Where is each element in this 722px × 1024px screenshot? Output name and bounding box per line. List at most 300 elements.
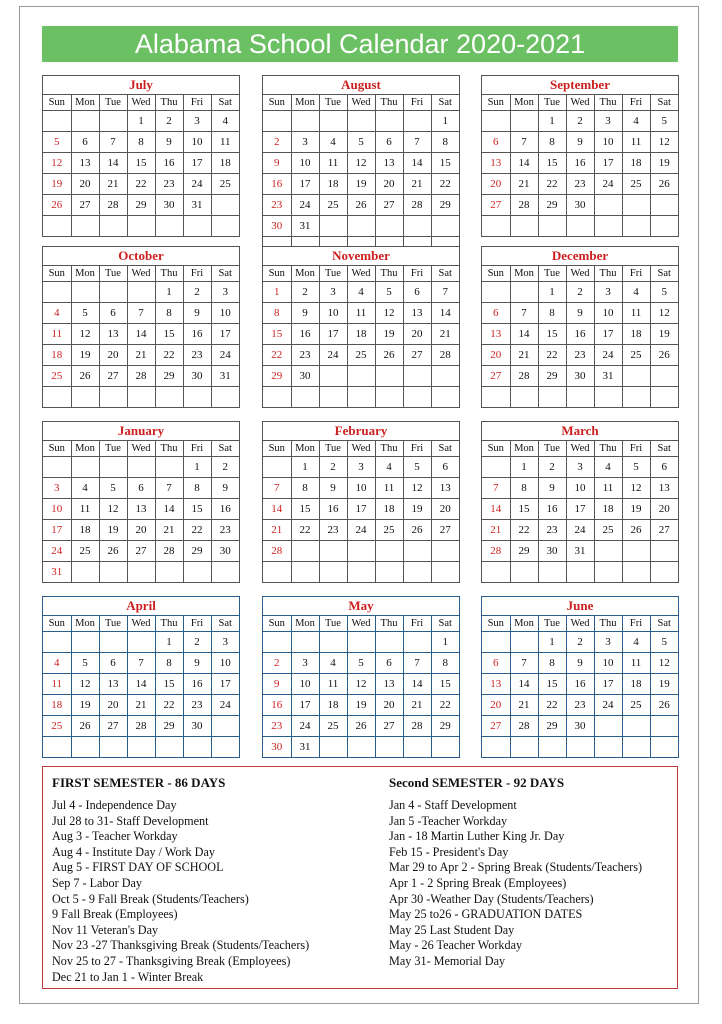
day-cell: 22: [538, 174, 566, 195]
day-cell: 9: [211, 478, 239, 499]
weekday-header: Tue: [538, 95, 566, 111]
day-cell: 21: [482, 520, 510, 541]
day-cell: 28: [482, 541, 510, 562]
day-cell: 10: [594, 653, 622, 674]
empty-cell: [594, 562, 622, 583]
empty-cell: [622, 541, 650, 562]
day-cell: 4: [319, 132, 347, 153]
empty-cell: [594, 716, 622, 737]
day-cell: 20: [375, 174, 403, 195]
day-cell: 19: [650, 324, 678, 345]
day-cell: 14: [127, 324, 155, 345]
empty-cell: [403, 387, 431, 408]
weekday-header: Sun: [43, 616, 71, 632]
weekday-header: Tue: [99, 441, 127, 457]
empty-cell: [347, 387, 375, 408]
day-cell: 17: [183, 153, 211, 174]
day-cell: 5: [43, 132, 71, 153]
empty-cell: [263, 387, 291, 408]
empty-cell: [71, 387, 99, 408]
day-cell: 13: [71, 153, 99, 174]
day-cell: 8: [263, 303, 291, 324]
weekday-header: Fri: [622, 616, 650, 632]
empty-cell: [510, 111, 538, 132]
first-semester: [52, 775, 309, 985]
empty-cell: [127, 457, 155, 478]
weekday-header: Sun: [263, 266, 291, 282]
weekday-header: Mon: [71, 441, 99, 457]
day-cell: 2: [183, 282, 211, 303]
day-cell: 10: [211, 653, 239, 674]
weekday-header: Sat: [431, 441, 459, 457]
day-cell: 12: [347, 674, 375, 695]
day-cell: 27: [482, 716, 510, 737]
day-cell: 5: [622, 457, 650, 478]
empty-cell: [347, 541, 375, 562]
day-cell: 8: [431, 132, 459, 153]
day-cell: 27: [375, 716, 403, 737]
day-cell: 11: [319, 153, 347, 174]
day-cell: 16: [538, 499, 566, 520]
day-cell: 2: [263, 653, 291, 674]
month-july: [42, 75, 240, 237]
event-item: May 31- Memorial Day: [389, 953, 506, 968]
empty-cell: [319, 737, 347, 758]
weekday-header: Wed: [347, 95, 375, 111]
day-cell: 14: [127, 674, 155, 695]
day-cell: 30: [263, 216, 291, 237]
weekday-header: Mon: [291, 266, 319, 282]
empty-cell: [538, 216, 566, 237]
weekday-header: Thu: [155, 266, 183, 282]
empty-cell: [403, 632, 431, 653]
empty-cell: [650, 541, 678, 562]
day-cell: 4: [71, 478, 99, 499]
day-cell: 16: [291, 324, 319, 345]
empty-cell: [650, 737, 678, 758]
day-cell: 23: [155, 174, 183, 195]
empty-cell: [510, 282, 538, 303]
weekday-header: Sun: [482, 441, 510, 457]
day-cell: 26: [43, 195, 71, 216]
day-cell: 2: [566, 282, 594, 303]
empty-cell: [127, 632, 155, 653]
day-cell: 15: [510, 499, 538, 520]
empty-cell: [319, 111, 347, 132]
empty-cell: [538, 737, 566, 758]
weekday-header: Mon: [71, 616, 99, 632]
second-semester: [389, 775, 642, 970]
day-cell: 31: [291, 216, 319, 237]
month-may: [262, 596, 460, 758]
day-cell: 6: [127, 478, 155, 499]
day-cell: 21: [155, 520, 183, 541]
weekday-header: Tue: [538, 266, 566, 282]
day-cell: 4: [622, 282, 650, 303]
month-december: [481, 246, 679, 408]
empty-cell: [482, 216, 510, 237]
day-cell: 1: [431, 111, 459, 132]
weekday-header: Thu: [155, 95, 183, 111]
day-cell: 11: [622, 653, 650, 674]
day-cell: 23: [291, 345, 319, 366]
empty-cell: [319, 541, 347, 562]
day-cell: 3: [291, 132, 319, 153]
empty-cell: [43, 111, 71, 132]
day-cell: 30: [291, 366, 319, 387]
day-cell: 24: [347, 520, 375, 541]
day-cell: 13: [375, 674, 403, 695]
event-item: Jul 28 to 31- Staff Development: [52, 813, 209, 828]
day-cell: 3: [183, 111, 211, 132]
day-cell: 14: [510, 324, 538, 345]
day-cell: 22: [127, 174, 155, 195]
day-cell: 8: [510, 478, 538, 499]
day-cell: 23: [183, 345, 211, 366]
empty-cell: [155, 737, 183, 758]
event-item: Dec 21 to Jan 1 - Winter Break: [52, 969, 204, 984]
day-cell: 16: [566, 324, 594, 345]
empty-cell: [291, 387, 319, 408]
day-cell: 14: [403, 674, 431, 695]
day-cell: 27: [431, 520, 459, 541]
month-february: [262, 421, 460, 583]
empty-cell: [650, 562, 678, 583]
day-cell: 13: [403, 303, 431, 324]
empty-cell: [403, 216, 431, 237]
day-cell: 7: [510, 303, 538, 324]
empty-cell: [622, 195, 650, 216]
weekday-header: Wed: [127, 266, 155, 282]
day-cell: 5: [375, 282, 403, 303]
event-item: May 25 Last Student Day: [389, 922, 515, 937]
day-cell: 21: [403, 174, 431, 195]
day-cell: 24: [594, 174, 622, 195]
day-cell: 27: [375, 195, 403, 216]
day-cell: 22: [538, 695, 566, 716]
day-cell: 25: [347, 345, 375, 366]
day-cell: 19: [403, 499, 431, 520]
weekday-header: Fri: [183, 266, 211, 282]
empty-cell: [538, 562, 566, 583]
day-cell: 13: [99, 324, 127, 345]
day-cell: 10: [594, 303, 622, 324]
day-cell: 29: [155, 366, 183, 387]
month-name: July: [43, 76, 239, 95]
empty-cell: [403, 562, 431, 583]
day-cell: 30: [183, 716, 211, 737]
day-cell: 28: [127, 366, 155, 387]
day-cell: 8: [183, 478, 211, 499]
day-cell: 7: [127, 303, 155, 324]
day-cell: 17: [211, 674, 239, 695]
empty-cell: [183, 737, 211, 758]
empty-cell: [99, 111, 127, 132]
day-cell: 27: [99, 716, 127, 737]
day-cell: 30: [155, 195, 183, 216]
day-cell: 3: [594, 282, 622, 303]
day-cell: 19: [347, 174, 375, 195]
day-cell: 10: [291, 674, 319, 695]
empty-cell: [155, 562, 183, 583]
day-cell: 31: [566, 541, 594, 562]
day-cell: 17: [43, 520, 71, 541]
day-cell: 20: [127, 520, 155, 541]
day-cell: 9: [566, 303, 594, 324]
empty-cell: [510, 216, 538, 237]
day-cell: 7: [510, 653, 538, 674]
day-cell: 25: [43, 366, 71, 387]
day-cell: 10: [183, 132, 211, 153]
day-cell: 14: [510, 674, 538, 695]
weekday-header: Tue: [99, 266, 127, 282]
weekday-header: Sun: [43, 266, 71, 282]
day-cell: 1: [538, 282, 566, 303]
weekday-header: Wed: [566, 441, 594, 457]
day-cell: 9: [291, 303, 319, 324]
month-name: April: [43, 597, 239, 616]
empty-cell: [99, 216, 127, 237]
weekday-header: Wed: [347, 441, 375, 457]
day-cell: 27: [71, 195, 99, 216]
weekday-header: Thu: [155, 441, 183, 457]
day-cell: 6: [650, 457, 678, 478]
weekday-header: Mon: [71, 266, 99, 282]
day-cell: 18: [211, 153, 239, 174]
day-cell: 7: [155, 478, 183, 499]
empty-cell: [510, 562, 538, 583]
day-cell: 5: [403, 457, 431, 478]
empty-cell: [566, 562, 594, 583]
weekday-header: Wed: [127, 616, 155, 632]
weekday-header: Thu: [375, 616, 403, 632]
day-cell: 3: [594, 111, 622, 132]
day-cell: 21: [510, 345, 538, 366]
day-cell: 6: [375, 653, 403, 674]
day-cell: 29: [510, 541, 538, 562]
event-item: 9 Fall Break (Employees): [52, 907, 178, 922]
day-cell: 10: [291, 153, 319, 174]
day-cell: 27: [650, 520, 678, 541]
day-cell: 25: [622, 345, 650, 366]
month-april: [42, 596, 240, 758]
day-cell: 24: [211, 695, 239, 716]
day-cell: 4: [43, 653, 71, 674]
day-cell: 3: [211, 632, 239, 653]
empty-cell: [375, 216, 403, 237]
day-cell: 19: [347, 695, 375, 716]
day-cell: 19: [99, 520, 127, 541]
day-cell: 26: [650, 174, 678, 195]
day-cell: 25: [319, 716, 347, 737]
day-cell: 29: [431, 195, 459, 216]
day-cell: 15: [127, 153, 155, 174]
empty-cell: [375, 387, 403, 408]
second-semester-events: [389, 798, 642, 970]
day-cell: 7: [263, 478, 291, 499]
day-cell: 1: [510, 457, 538, 478]
weekday-header: Tue: [319, 616, 347, 632]
empty-cell: [71, 216, 99, 237]
day-cell: 29: [155, 716, 183, 737]
empty-cell: [622, 216, 650, 237]
empty-cell: [566, 387, 594, 408]
day-cell: 30: [566, 195, 594, 216]
empty-cell: [622, 562, 650, 583]
empty-cell: [347, 632, 375, 653]
weekday-header: Tue: [99, 95, 127, 111]
weekday-header: Mon: [71, 95, 99, 111]
day-cell: 2: [183, 632, 211, 653]
event-item: Nov 25 to 27 - Thanksgiving Break (Employees): [52, 953, 291, 968]
weekday-header: Fri: [403, 441, 431, 457]
day-cell: 22: [155, 695, 183, 716]
day-cell: 13: [431, 478, 459, 499]
day-cell: 29: [538, 716, 566, 737]
weekday-header: Tue: [538, 441, 566, 457]
day-cell: 27: [482, 366, 510, 387]
empty-cell: [127, 216, 155, 237]
day-cell: 3: [211, 282, 239, 303]
month-name: March: [482, 422, 678, 441]
day-cell: 17: [594, 674, 622, 695]
empty-cell: [594, 195, 622, 216]
day-cell: 24: [43, 541, 71, 562]
weekday-header: Fri: [183, 616, 211, 632]
day-cell: 12: [71, 674, 99, 695]
day-cell: 14: [403, 153, 431, 174]
day-cell: 18: [622, 324, 650, 345]
day-cell: 2: [319, 457, 347, 478]
day-cell: 30: [211, 541, 239, 562]
weekday-header: Sat: [431, 266, 459, 282]
day-cell: 25: [594, 520, 622, 541]
empty-cell: [347, 216, 375, 237]
day-cell: 12: [622, 478, 650, 499]
event-item: May - 26 Teacher Workday: [389, 938, 523, 953]
day-cell: 23: [263, 195, 291, 216]
day-cell: 19: [375, 324, 403, 345]
day-cell: 28: [510, 195, 538, 216]
day-cell: 11: [319, 674, 347, 695]
event-item: Aug 5 - FIRST DAY OF SCHOOL: [52, 860, 224, 875]
day-cell: 11: [594, 478, 622, 499]
month-october: [42, 246, 240, 408]
day-cell: 18: [622, 153, 650, 174]
day-cell: 18: [319, 695, 347, 716]
weekday-header: Tue: [538, 616, 566, 632]
empty-cell: [482, 562, 510, 583]
day-cell: 13: [482, 324, 510, 345]
day-cell: 1: [291, 457, 319, 478]
day-cell: 6: [375, 132, 403, 153]
day-cell: 13: [650, 478, 678, 499]
empty-cell: [71, 632, 99, 653]
day-cell: 2: [566, 111, 594, 132]
day-cell: 14: [263, 499, 291, 520]
empty-cell: [403, 737, 431, 758]
day-cell: 22: [538, 345, 566, 366]
day-cell: 16: [211, 499, 239, 520]
day-cell: 8: [538, 132, 566, 153]
day-cell: 26: [375, 345, 403, 366]
weekday-header: Tue: [319, 95, 347, 111]
day-cell: 15: [538, 153, 566, 174]
day-cell: 6: [71, 132, 99, 153]
day-cell: 9: [263, 674, 291, 695]
day-cell: 19: [71, 695, 99, 716]
empty-cell: [211, 195, 239, 216]
weekday-header: Fri: [622, 266, 650, 282]
day-cell: 20: [375, 695, 403, 716]
day-cell: 12: [43, 153, 71, 174]
day-cell: 14: [431, 303, 459, 324]
day-cell: 22: [183, 520, 211, 541]
day-cell: 1: [431, 632, 459, 653]
day-cell: 13: [482, 674, 510, 695]
day-cell: 24: [211, 345, 239, 366]
weekday-header: Sat: [211, 95, 239, 111]
day-cell: 17: [347, 499, 375, 520]
event-item: Jul 4 - Independence Day: [52, 798, 177, 812]
day-cell: 5: [650, 632, 678, 653]
empty-cell: [71, 562, 99, 583]
event-item: Nov 23 -27 Thanksgiving Break (Students/Teachers): [52, 938, 310, 953]
day-cell: 26: [347, 195, 375, 216]
day-cell: 3: [319, 282, 347, 303]
event-item: Jan 4 - Staff Development: [389, 798, 517, 812]
empty-cell: [99, 737, 127, 758]
empty-cell: [155, 216, 183, 237]
day-cell: 17: [319, 324, 347, 345]
day-cell: 28: [431, 345, 459, 366]
weekday-header: Fri: [183, 95, 211, 111]
day-cell: 28: [99, 195, 127, 216]
empty-cell: [431, 366, 459, 387]
day-cell: 16: [183, 674, 211, 695]
day-cell: 5: [71, 653, 99, 674]
empty-cell: [482, 737, 510, 758]
empty-cell: [43, 737, 71, 758]
day-cell: 17: [566, 499, 594, 520]
day-cell: 22: [155, 345, 183, 366]
day-cell: 12: [650, 303, 678, 324]
weekday-header: Fri: [403, 266, 431, 282]
day-cell: 6: [482, 303, 510, 324]
empty-cell: [319, 387, 347, 408]
day-cell: 21: [99, 174, 127, 195]
empty-cell: [43, 387, 71, 408]
first-semester-title: FIRST SEMESTER - 86 DAYS: [52, 775, 226, 790]
event-item: May 25 to26 - GRADUATION DATES: [389, 907, 583, 922]
month-september: [481, 75, 679, 237]
day-cell: 17: [594, 153, 622, 174]
empty-cell: [319, 366, 347, 387]
empty-cell: [510, 737, 538, 758]
day-cell: 23: [566, 174, 594, 195]
day-cell: 18: [71, 520, 99, 541]
empty-cell: [482, 282, 510, 303]
day-cell: 23: [566, 695, 594, 716]
day-cell: 31: [594, 366, 622, 387]
first-semester-events: [52, 798, 309, 985]
empty-cell: [622, 366, 650, 387]
empty-cell: [155, 457, 183, 478]
day-cell: 16: [263, 695, 291, 716]
day-cell: 5: [650, 111, 678, 132]
day-cell: 15: [155, 324, 183, 345]
weekday-header: Sun: [482, 616, 510, 632]
